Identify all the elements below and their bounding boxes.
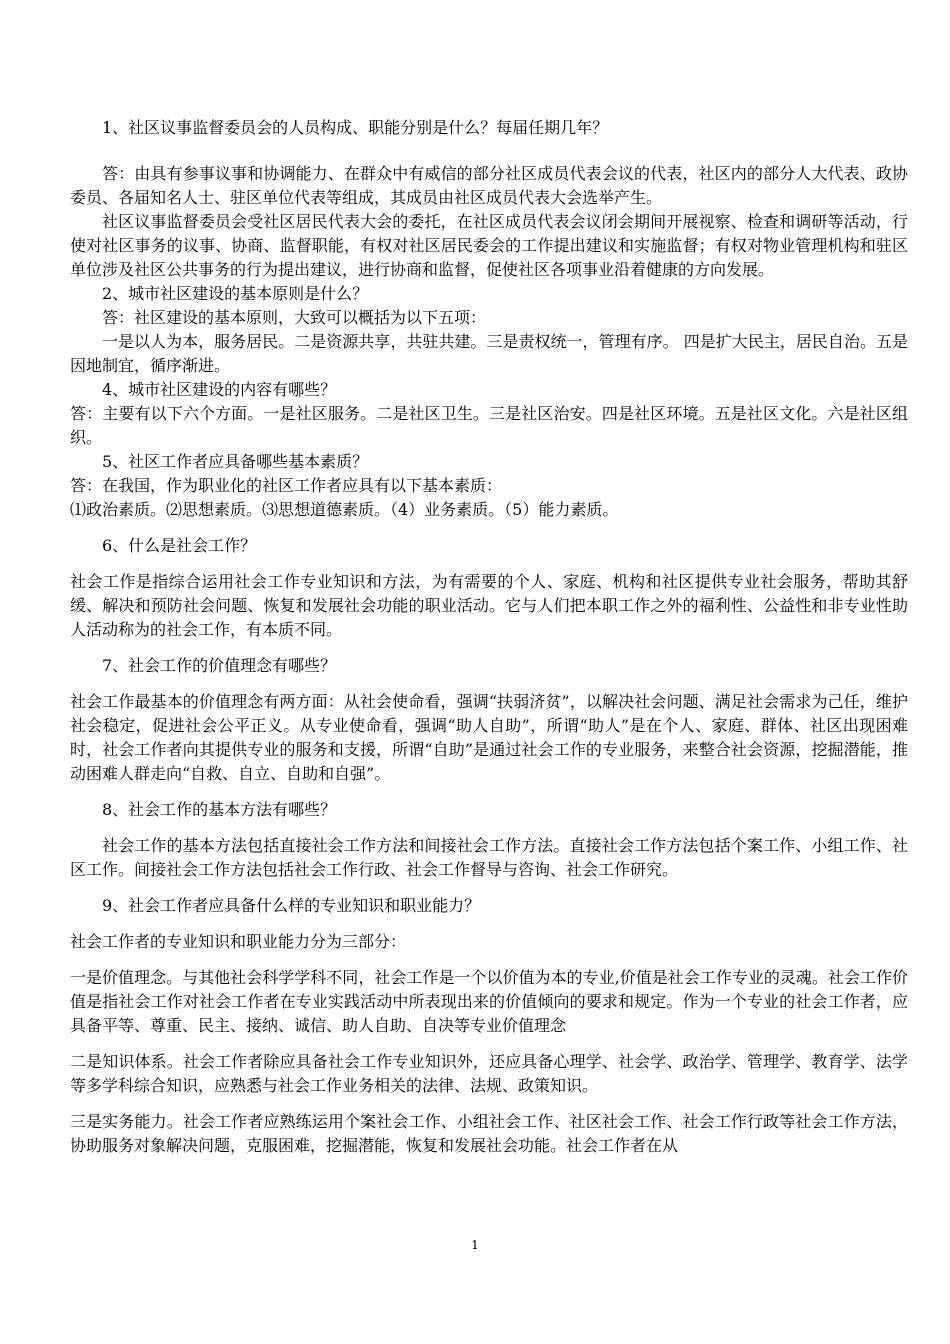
question-6: 6、什么是社会工作？ bbox=[102, 536, 257, 555]
answer-6: 社会工作是指综合运用社会工作专业知识和方法，为有需要的个人、家庭、机构和社区提供专业社会服务，帮助其舒缓、解决和预防社会问题、恢复和发展社会功能的职业活动。它与人们把本职工作之外的福利性、公益性和非专业性助人活动称为的社会工作，有本质不同。 bbox=[70, 572, 908, 639]
answer-9-paragraph-2: 二是知识体系。社会工作者除应具备社会工作专业知识外，还应具备心理学、社会学、政治学、管理学、教育学、法学等多学科综合知识，应熟悉与社会工作业务相关的法律、法规、政策知识。 bbox=[70, 1052, 908, 1095]
question-5: 5、社区工作者应具备哪些基本素质？ bbox=[102, 452, 369, 471]
question-2: 2、城市社区建设的基本原则是什么？ bbox=[102, 284, 369, 303]
page-number: 1 bbox=[471, 1238, 479, 1252]
document-body bbox=[70, 116, 908, 1158]
question-9: 9、社会工作者应具备什么样的专业知识和职业能力？ bbox=[102, 896, 481, 915]
answer-2-paragraph-2: 一是以人为本，服务居民。二是资源共享，共驻共建。三是责权统一，管理有序。 四是扩大民主，居民自治。五是因地制宜，循序渐进。 bbox=[70, 332, 908, 375]
answer-5-paragraph-2: ⑴政治素质。⑵思想素质。⑶思想道德素质。（4）业务素质。（5）能力素质。 bbox=[70, 500, 619, 519]
question-1: 1、社区议事监督委员会的人员构成、职能分别是什么？每届任期几年？ bbox=[102, 118, 609, 137]
question-7: 7、社会工作的价值理念有哪些？ bbox=[102, 656, 337, 675]
answer-9-paragraph-3: 三是实务能力。社会工作者应熟练运用个案社会工作、小组社会工作、社区社会工作、社会工作行政等社会工作方法，协助服务对象解决问题，克服困难，挖掘潜能，恢复和发展社会功能。社会工作者在从 bbox=[70, 1112, 908, 1155]
answer-1-paragraph-1: 答：由具有参事议事和协调能力、在群众中有威信的部分社区成员代表会议的代表，社区内的部分人大代表、政协委员、各届知名人士、驻区单位代表等组成，其成员由社区成员代表大会选举产生。 bbox=[70, 164, 908, 207]
answer-9-paragraph-1: 一是价值理念。与其他社会科学学科不同，社会工作是一个以价值为本的专业,价值是社会工作专业的灵魂。社会工作价值是指社会工作对社会工作者在专业实践活动中所表现出来的价值倾向的要求和规定。作为一个专业的社会工作者，应具备平等、尊重、民主、接纳、诚信、助人自助、自决等专业价值理念 bbox=[70, 968, 908, 1035]
answer-8: 社会工作的基本方法包括直接社会工作方法和间接社会工作方法。直接社会工作方法包括个案工作、小组工作、社区工作。间接社会工作方法包括社会工作行政、社会工作督导与咨询、社会工作研究。 bbox=[70, 836, 908, 879]
answer-2-paragraph-1: 答：社区建设的基本原则，大致可以概括为以下五项： bbox=[102, 308, 487, 327]
question-4: 4、城市社区建设的内容有哪些？ bbox=[102, 380, 337, 399]
answer-9-intro: 社会工作者的专业知识和职业能力分为三部分： bbox=[70, 932, 407, 951]
answer-5-paragraph-1: 答：在我国，作为职业化的社区工作者应具有以下基本素质： bbox=[70, 476, 503, 495]
answer-1-paragraph-2: 社区议事监督委员会受社区居民代表大会的委托，在社区成员代表会议闭会期间开展视察、检查和调研等活动，行使对社区事务的议事、协商、监督职能，有权对社区居民委会的工作提出建议和实施监督；有权对物业管理机构和驻区单位涉及社区公共事务的行为提出建议，进行协商和监督，促使社区各项事业沿着健康的方向发展。 bbox=[70, 212, 908, 279]
question-8: 8、社会工作的基本方法有哪些？ bbox=[102, 800, 337, 819]
answer-7: 社会工作最基本的价值理念有两方面：从社会使命看，强调“扶弱济贫”，以解决社会问题、满足社会需求为己任，维护社会稳定，促进社会公平正义。从专业使命看，强调“助人自助”，所谓“助人”是在个人、家庭、群体、社区出现困难时，社会工作者向其提供专业的服务和支援，所谓“自助”是通过社会工作的专业服务，来整合社会资源，挖掘潜能，推动困难人群走向“自救、自立、自助和自强”。 bbox=[70, 692, 908, 783]
answer-4: 答：主要有以下六个方面。一是社区服务。二是社区卫生。三是社区治安。四是社区环境。五是社区文化。六是社区组织。 bbox=[70, 404, 908, 447]
